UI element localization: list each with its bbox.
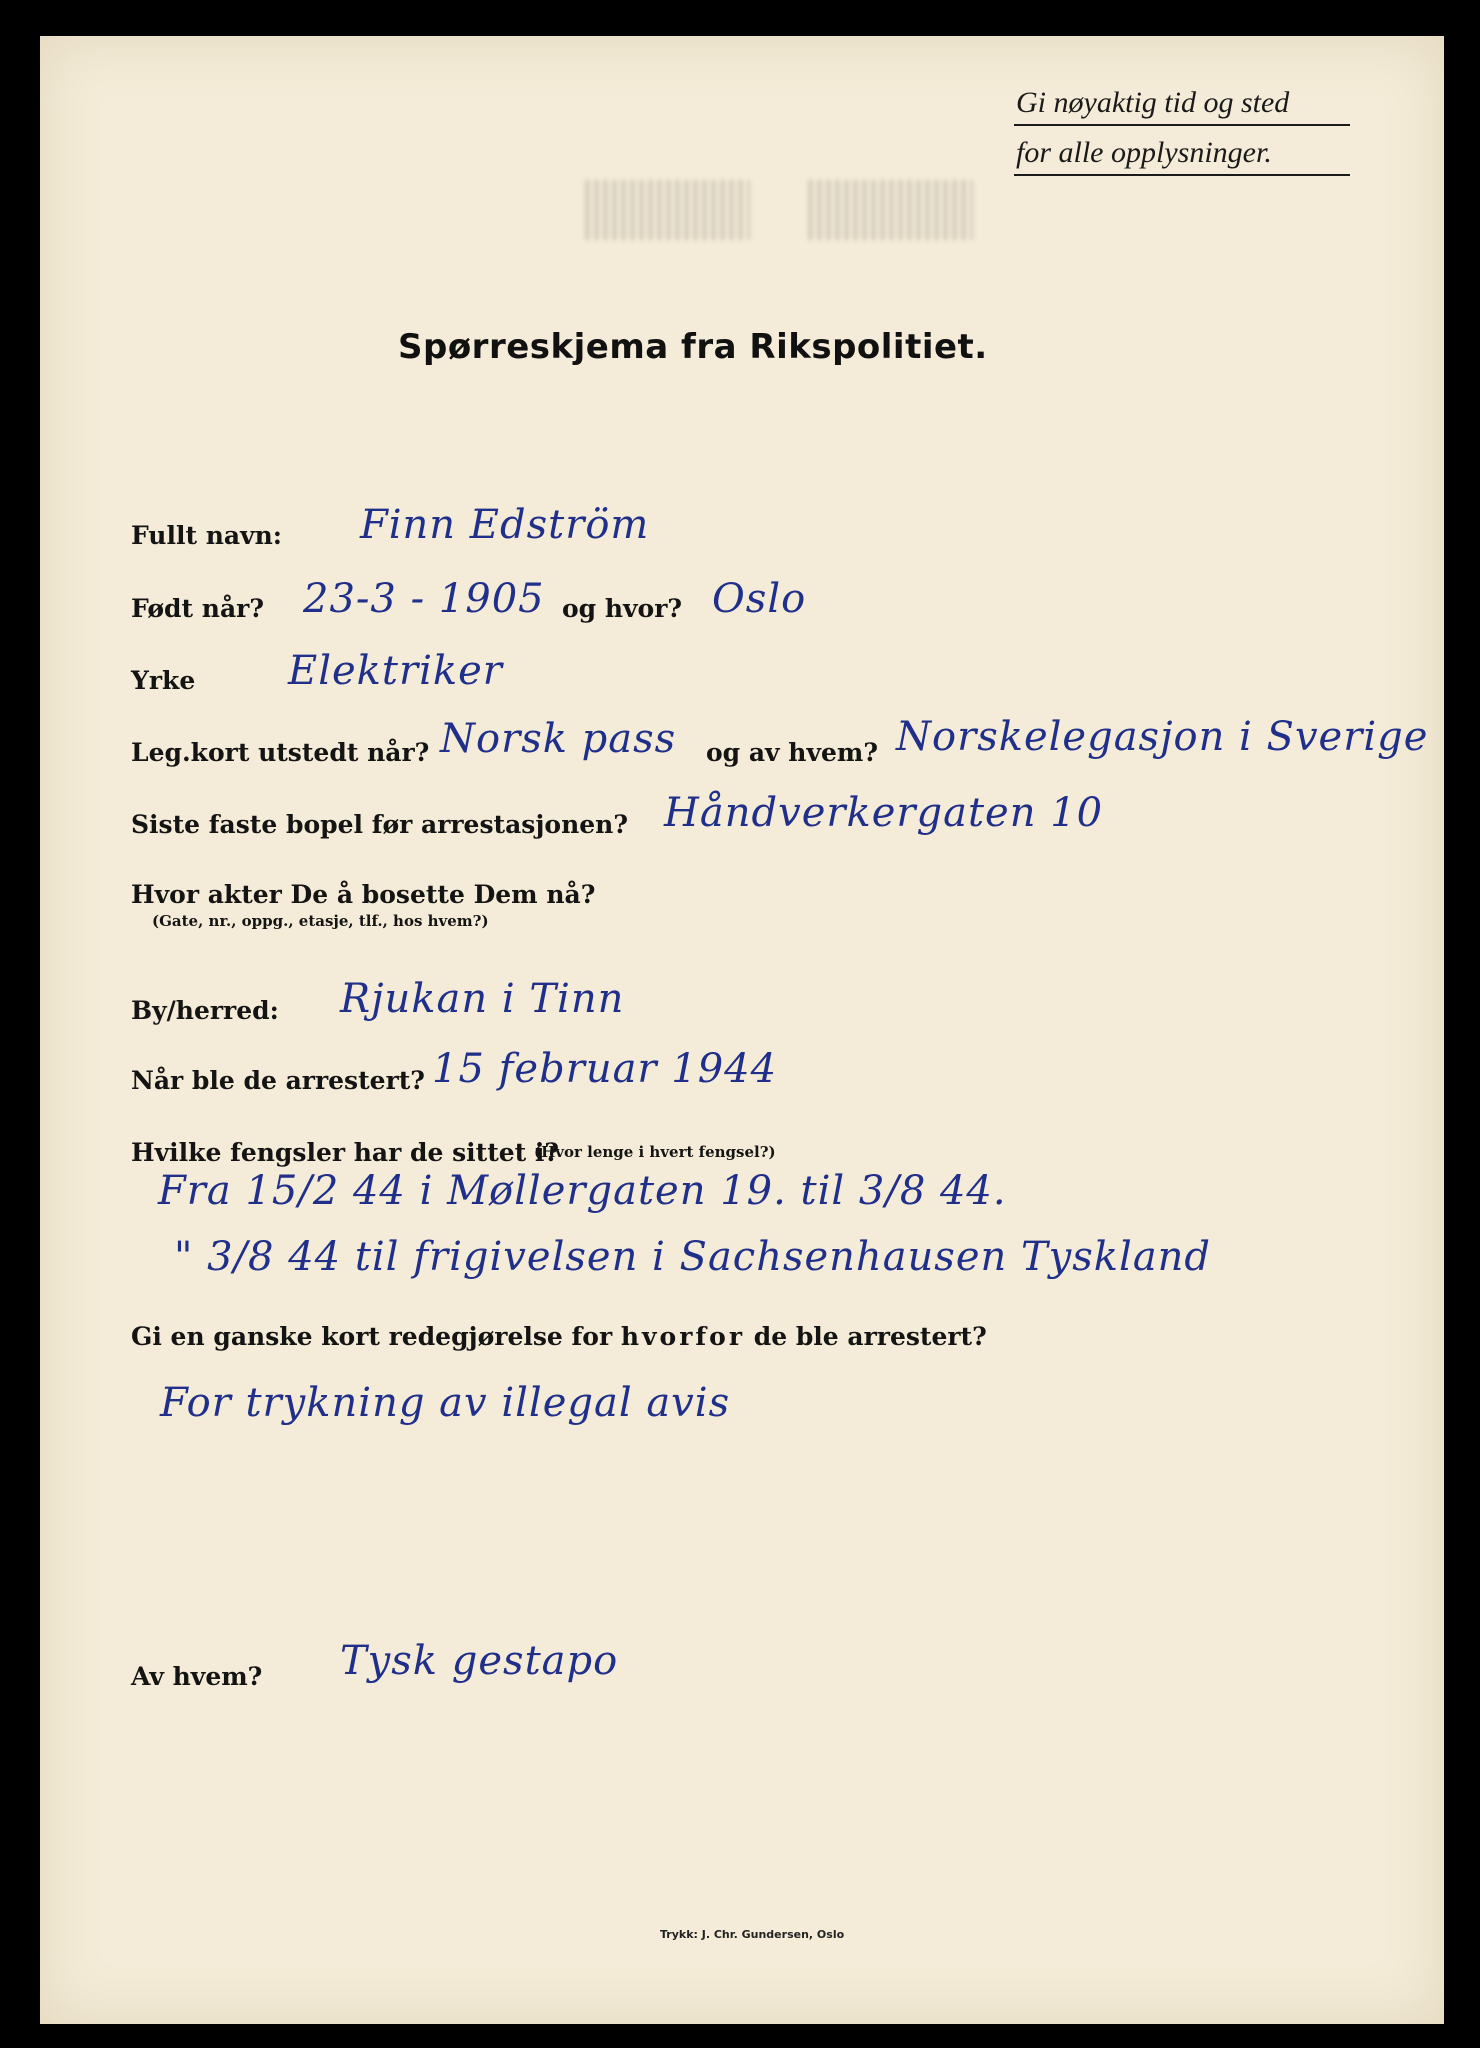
notice-line-2: for alle opplysninger. [1014,134,1350,176]
arrested-by-label: Av hvem? [131,1662,263,1691]
arrest-date-value: 15 februar 1944 [432,1046,778,1092]
instruction-notice [1014,84,1350,184]
notice-line-1: Gi nøyaktig tid og sted [1014,84,1350,126]
last-residence-value: Håndverkergaten 10 [664,790,1104,836]
prisons-line-2: " 3/8 44 til frigivelsen i Sachsenhausen Tyskland [174,1234,1212,1280]
prisons-label: Hvilke fengsler har de sittet i? [131,1138,560,1167]
reason-label-start: Gi en ganske kort redegjørelse for [131,1322,613,1351]
prisons-sublabel: (Hvor lenge i hvert fengsel?) [534,1143,776,1161]
issuer-label: og av hvem? [706,738,878,767]
settle-label: Hvor akter De å bosette Dem nå? [131,880,596,909]
arrest-date-label: Når ble de arrestert? [131,1066,425,1095]
reason-label [131,1322,987,1351]
settle-sublabel: (Gate, nr., oppg., etasje, tlf., hos hvem?) [152,912,489,930]
prisons-line-1: Fra 15/2 44 i Møllergaten 19. til 3/8 44. [158,1168,1007,1214]
printer-imprint: Trykk: J. Chr. Gundersen, Oslo [660,1928,845,1941]
id-card-label: Leg.kort utstedt når? [131,738,430,767]
issuer-value: Norskelegasjon i Sverige [896,714,1429,760]
born-value: 23-3 - 1905 [303,576,545,622]
reason-label-end: de ble arrestert? [753,1322,987,1351]
reason-label-emphasis: hvorfor [620,1322,746,1351]
arrested-by-value: Tysk gestapo [340,1638,619,1684]
last-residence-label: Siste faste bopel før arrestasjonen? [131,810,628,839]
city-label: By/herred: [131,996,279,1025]
birthplace-value: Oslo [712,576,807,622]
city-value: Rjukan i Tinn [340,976,625,1022]
occupation-value: Elektriker [288,648,503,694]
faded-stamp-left [585,180,750,240]
occupation-label: Yrke [131,666,196,695]
born-label: Født når? [131,594,264,623]
reason-value: For trykning av illegal avis [160,1380,731,1426]
name-value: Finn Edström [360,502,650,548]
name-label: Fullt navn: [131,521,283,550]
id-card-value: Norsk pass [440,716,677,762]
faded-stamp-right [808,180,973,240]
birthplace-label: og hvor? [562,594,683,623]
form-title: Spørreskjema fra Rikspolitiet. [398,327,988,367]
